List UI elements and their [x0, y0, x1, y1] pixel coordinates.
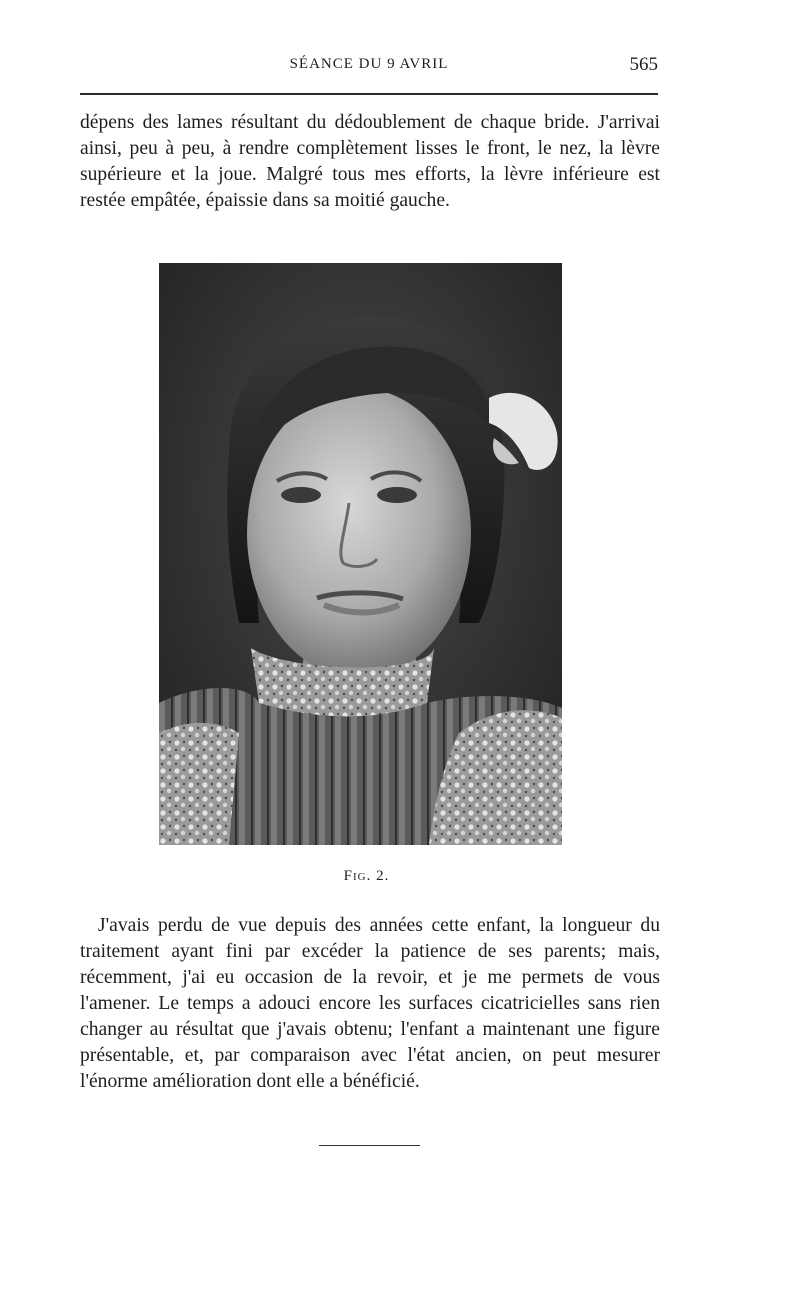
header-rule: [80, 93, 658, 95]
page-number: 565: [629, 54, 658, 75]
section-end-rule: [319, 1145, 420, 1146]
running-head: [80, 54, 658, 80]
figure-caption: Fig. 2.: [343, 868, 390, 884]
running-title: SÉANCE DU 9 AVRIL: [289, 56, 449, 72]
face-shape: [247, 388, 471, 678]
left-eye: [281, 487, 321, 503]
body-paragraph-2: J'avais perdu de vue depuis des années cette enfant, la longueur du traitement ayant fini par excéder la patience de ses parents; mais, récemment, j'ai eu occasion de la revoir, et je me permets de vous l'amener. Le temps a adouci encore les surfaces cicatricielles sans rien changer au résultat que j'avais obtenu; l'enfant a maintenant une figure présentable, et, par comparaison avec l'état ancien, on peut mesurer l'énorme amélioration dont elle a bénéficié.: [80, 915, 660, 1092]
right-eye: [377, 487, 417, 503]
figure-photograph: [159, 263, 562, 845]
body-paragraph-1: dépens des lames résultant du dédoublement de chaque bride. J'arrivai ainsi, peu à peu, à rendre complètement lisses le front, le nez, la lèvre supérieure et la joue. Malgré tous mes efforts, la lèvre inférieure est restée empâtée, épaissie dans sa moitié gauche.: [80, 112, 660, 211]
